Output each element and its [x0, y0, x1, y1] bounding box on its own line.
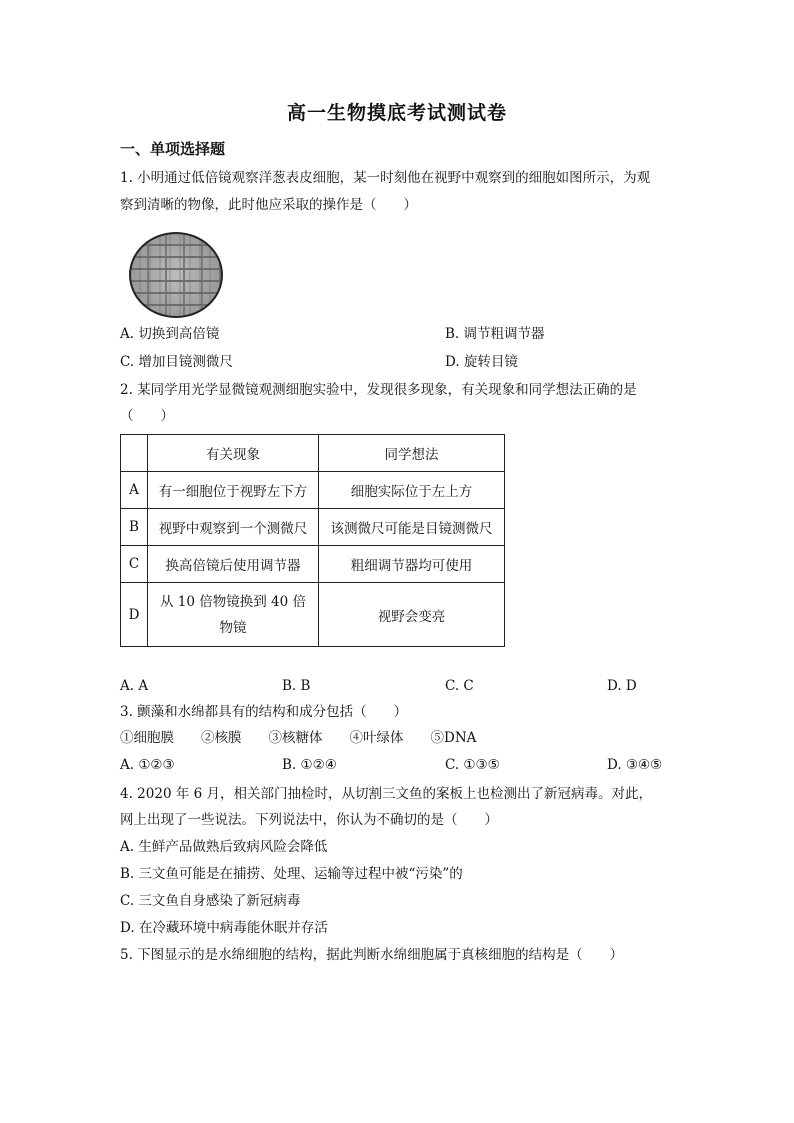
- q2-option-c: C. C: [445, 678, 474, 694]
- q2-option-b: B. B: [282, 678, 311, 694]
- q3-option-a: A. ①②③: [120, 757, 175, 773]
- table-row: [121, 546, 505, 583]
- q1-option-c: C. 增加目镜测微尺: [120, 354, 233, 370]
- q3-option-d: D. ③④⑤: [607, 757, 663, 773]
- table-cell: B: [121, 509, 148, 546]
- q1-option-b: B. 调节粗调节器: [445, 326, 545, 342]
- table-cell: 细胞实际位于左上方: [319, 472, 505, 509]
- table-cell: A: [121, 472, 148, 509]
- table-header-cell: [121, 435, 148, 472]
- table-cell: 粗细调节器均可使用: [319, 546, 505, 583]
- q2-table: [120, 434, 505, 647]
- microscope-view-image: [129, 232, 223, 318]
- q2-stem-line2: （ ）: [120, 408, 174, 424]
- q2-option-a: A. A: [120, 678, 149, 694]
- q4-option-c: C. 三文鱼自身感染了新冠病毒: [120, 893, 301, 909]
- q3-option-b: B. ①②④: [282, 757, 337, 773]
- q2-option-d: D. D: [607, 678, 637, 694]
- table-cell: 有一细胞位于视野左下方: [148, 472, 319, 509]
- table-cell: D: [121, 583, 148, 647]
- table-cell: 该测微尺可能是目镜测微尺: [319, 509, 505, 546]
- table-header-cell: 有关现象: [148, 435, 319, 472]
- page-title: 高一生物摸底考试测试卷: [286, 102, 507, 124]
- q4-stem-line1: 4. 2020 年 6 月，相关部门抽检时，从切割三文鱼的案板上也检测出了新冠病毒。对此，: [120, 786, 652, 802]
- table-cell: 从 10 倍物镜换到 40 倍物镜: [148, 583, 319, 647]
- q1-option-a: A. 切换到高倍镜: [120, 326, 220, 342]
- section-heading: 一、单项选择题: [120, 140, 226, 158]
- q1-stem-line1: 1. 小明通过低倍镜观察洋葱表皮细胞，某一时刻他在视野中观察到的细胞如图所示，为观: [120, 170, 651, 186]
- table-cell: 换高倍镜后使用调节器: [148, 546, 319, 583]
- table-header-cell: 同学想法: [319, 435, 505, 472]
- q4-option-d: D. 在冷藏环境中病毒能休眠并存活: [120, 920, 328, 936]
- table-cell: C: [121, 546, 148, 583]
- q3-option-c: C. ①③⑤: [445, 757, 500, 773]
- table-cell: 视野会变亮: [319, 583, 505, 647]
- q1-option-d: D. 旋转目镜: [445, 354, 518, 370]
- q3-stem-line2: ①细胞膜 ②核膜 ③核糖体 ④叶绿体 ⑤DNA: [120, 730, 477, 746]
- table-row: [121, 472, 505, 509]
- q3-stem-line1: 3. 颤藻和水绵都具有的结构和成分包括（ ）: [120, 704, 408, 720]
- q2-stem-line1: 2. 某同学用光学显微镜观测细胞实验中，发现很多现象，有关现象和同学想法正确的是: [120, 382, 637, 398]
- table-cell: 视野中观察到一个测微尺: [148, 509, 319, 546]
- table-row: [121, 583, 505, 647]
- q4-stem-line2: 网上出现了一些说法。下列说法中，你认为不确切的是（ ）: [120, 812, 498, 828]
- table-row: [121, 509, 505, 546]
- q4-option-b: B. 三文鱼可能是在捕捞、处理、运输等过程中被“污染”的: [120, 866, 463, 882]
- table-header-row: [121, 435, 505, 472]
- q4-option-a: A. 生鲜产品做熟后致病风险会降低: [120, 839, 328, 855]
- q1-stem-line2: 察到清晰的物像，此时他应采取的操作是（ ）: [120, 197, 417, 213]
- q5-stem-line1: 5. 下图显示的是水绵细胞的结构，据此判断水绵细胞属于真核细胞的结构是（ ）: [120, 947, 624, 963]
